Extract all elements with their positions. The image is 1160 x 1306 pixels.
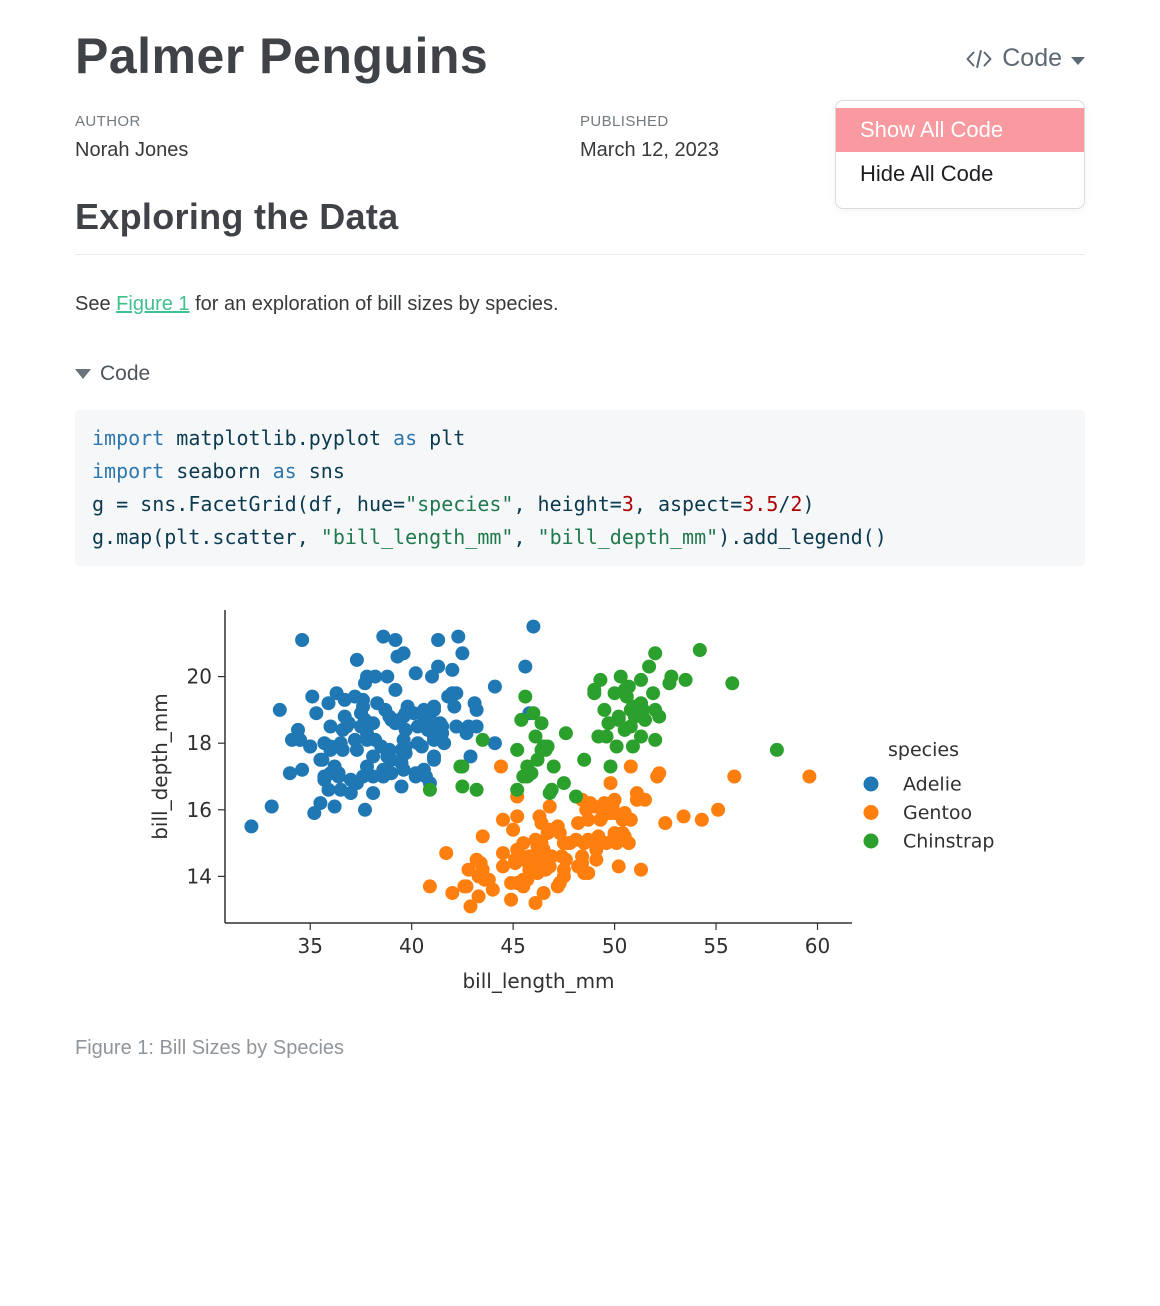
svg-text:18: 18 (186, 730, 212, 755)
code-icon (965, 48, 993, 70)
svg-text:45: 45 (500, 933, 526, 958)
figure-1-link[interactable]: Figure 1 (116, 292, 190, 315)
scatter-plot (140, 608, 1090, 1008)
author-value: Norah Jones (75, 138, 189, 161)
code-content: import matplotlib.pyplot as plt import seaborn as sns g = sns.FacetGrid(df, hue="species", height=3, aspect=3.5/2) g.map(plt.scatter, "bill_length_mm", "bill_depth_mm").add_legend() (92, 425, 887, 549)
code-dropdown-menu (835, 100, 1085, 209)
body-paragraph (75, 293, 1085, 316)
published-label: PUBLISHED (580, 112, 669, 130)
svg-text:bill_depth_mm: bill_depth_mm (148, 692, 172, 840)
code-menu-label: Code (1002, 44, 1062, 72)
svg-text:Adelie: Adelie (903, 773, 962, 795)
code-menu-button[interactable] (965, 44, 1085, 73)
triangle-down-icon (75, 369, 91, 379)
code-block (75, 410, 1085, 566)
svg-text:35: 35 (297, 933, 323, 958)
svg-text:Chinstrap: Chinstrap (903, 830, 995, 852)
svg-text:14: 14 (186, 863, 212, 888)
svg-text:60: 60 (804, 933, 831, 958)
svg-text:bill_length_mm: bill_length_mm (462, 968, 615, 993)
code-fold-toggle[interactable] (75, 362, 1085, 386)
menu-item-hide-all-code[interactable]: Hide All Code (860, 161, 994, 186)
svg-text:20: 20 (186, 664, 212, 689)
section-heading: Exploring the Data (75, 196, 1085, 255)
code-tools (860, 44, 1085, 186)
svg-text:species: species (888, 738, 959, 761)
svg-text:Gentoo: Gentoo (903, 801, 973, 824)
menu-item-show-all-code[interactable]: Show All Code (836, 108, 1084, 152)
meta-author (75, 113, 580, 162)
svg-text:55: 55 (703, 933, 729, 958)
svg-text:40: 40 (398, 933, 425, 958)
page-title: Palmer Penguins (75, 28, 489, 84)
published-value: March 12, 2023 (580, 138, 719, 161)
author-label: AUTHOR (75, 112, 141, 130)
svg-text:16: 16 (186, 797, 212, 822)
figure-1 (140, 608, 1085, 1013)
chevron-down-icon (1071, 57, 1085, 65)
meta-published (580, 113, 719, 162)
code-fold-label: Code (100, 361, 151, 385)
figure-caption: Figure 1: Bill Sizes by Species (75, 1036, 345, 1059)
paragraph-suffix: for an exploration of bill sizes by species. (189, 292, 559, 315)
svg-text:50: 50 (601, 933, 628, 958)
paragraph-prefix: See (75, 292, 117, 315)
